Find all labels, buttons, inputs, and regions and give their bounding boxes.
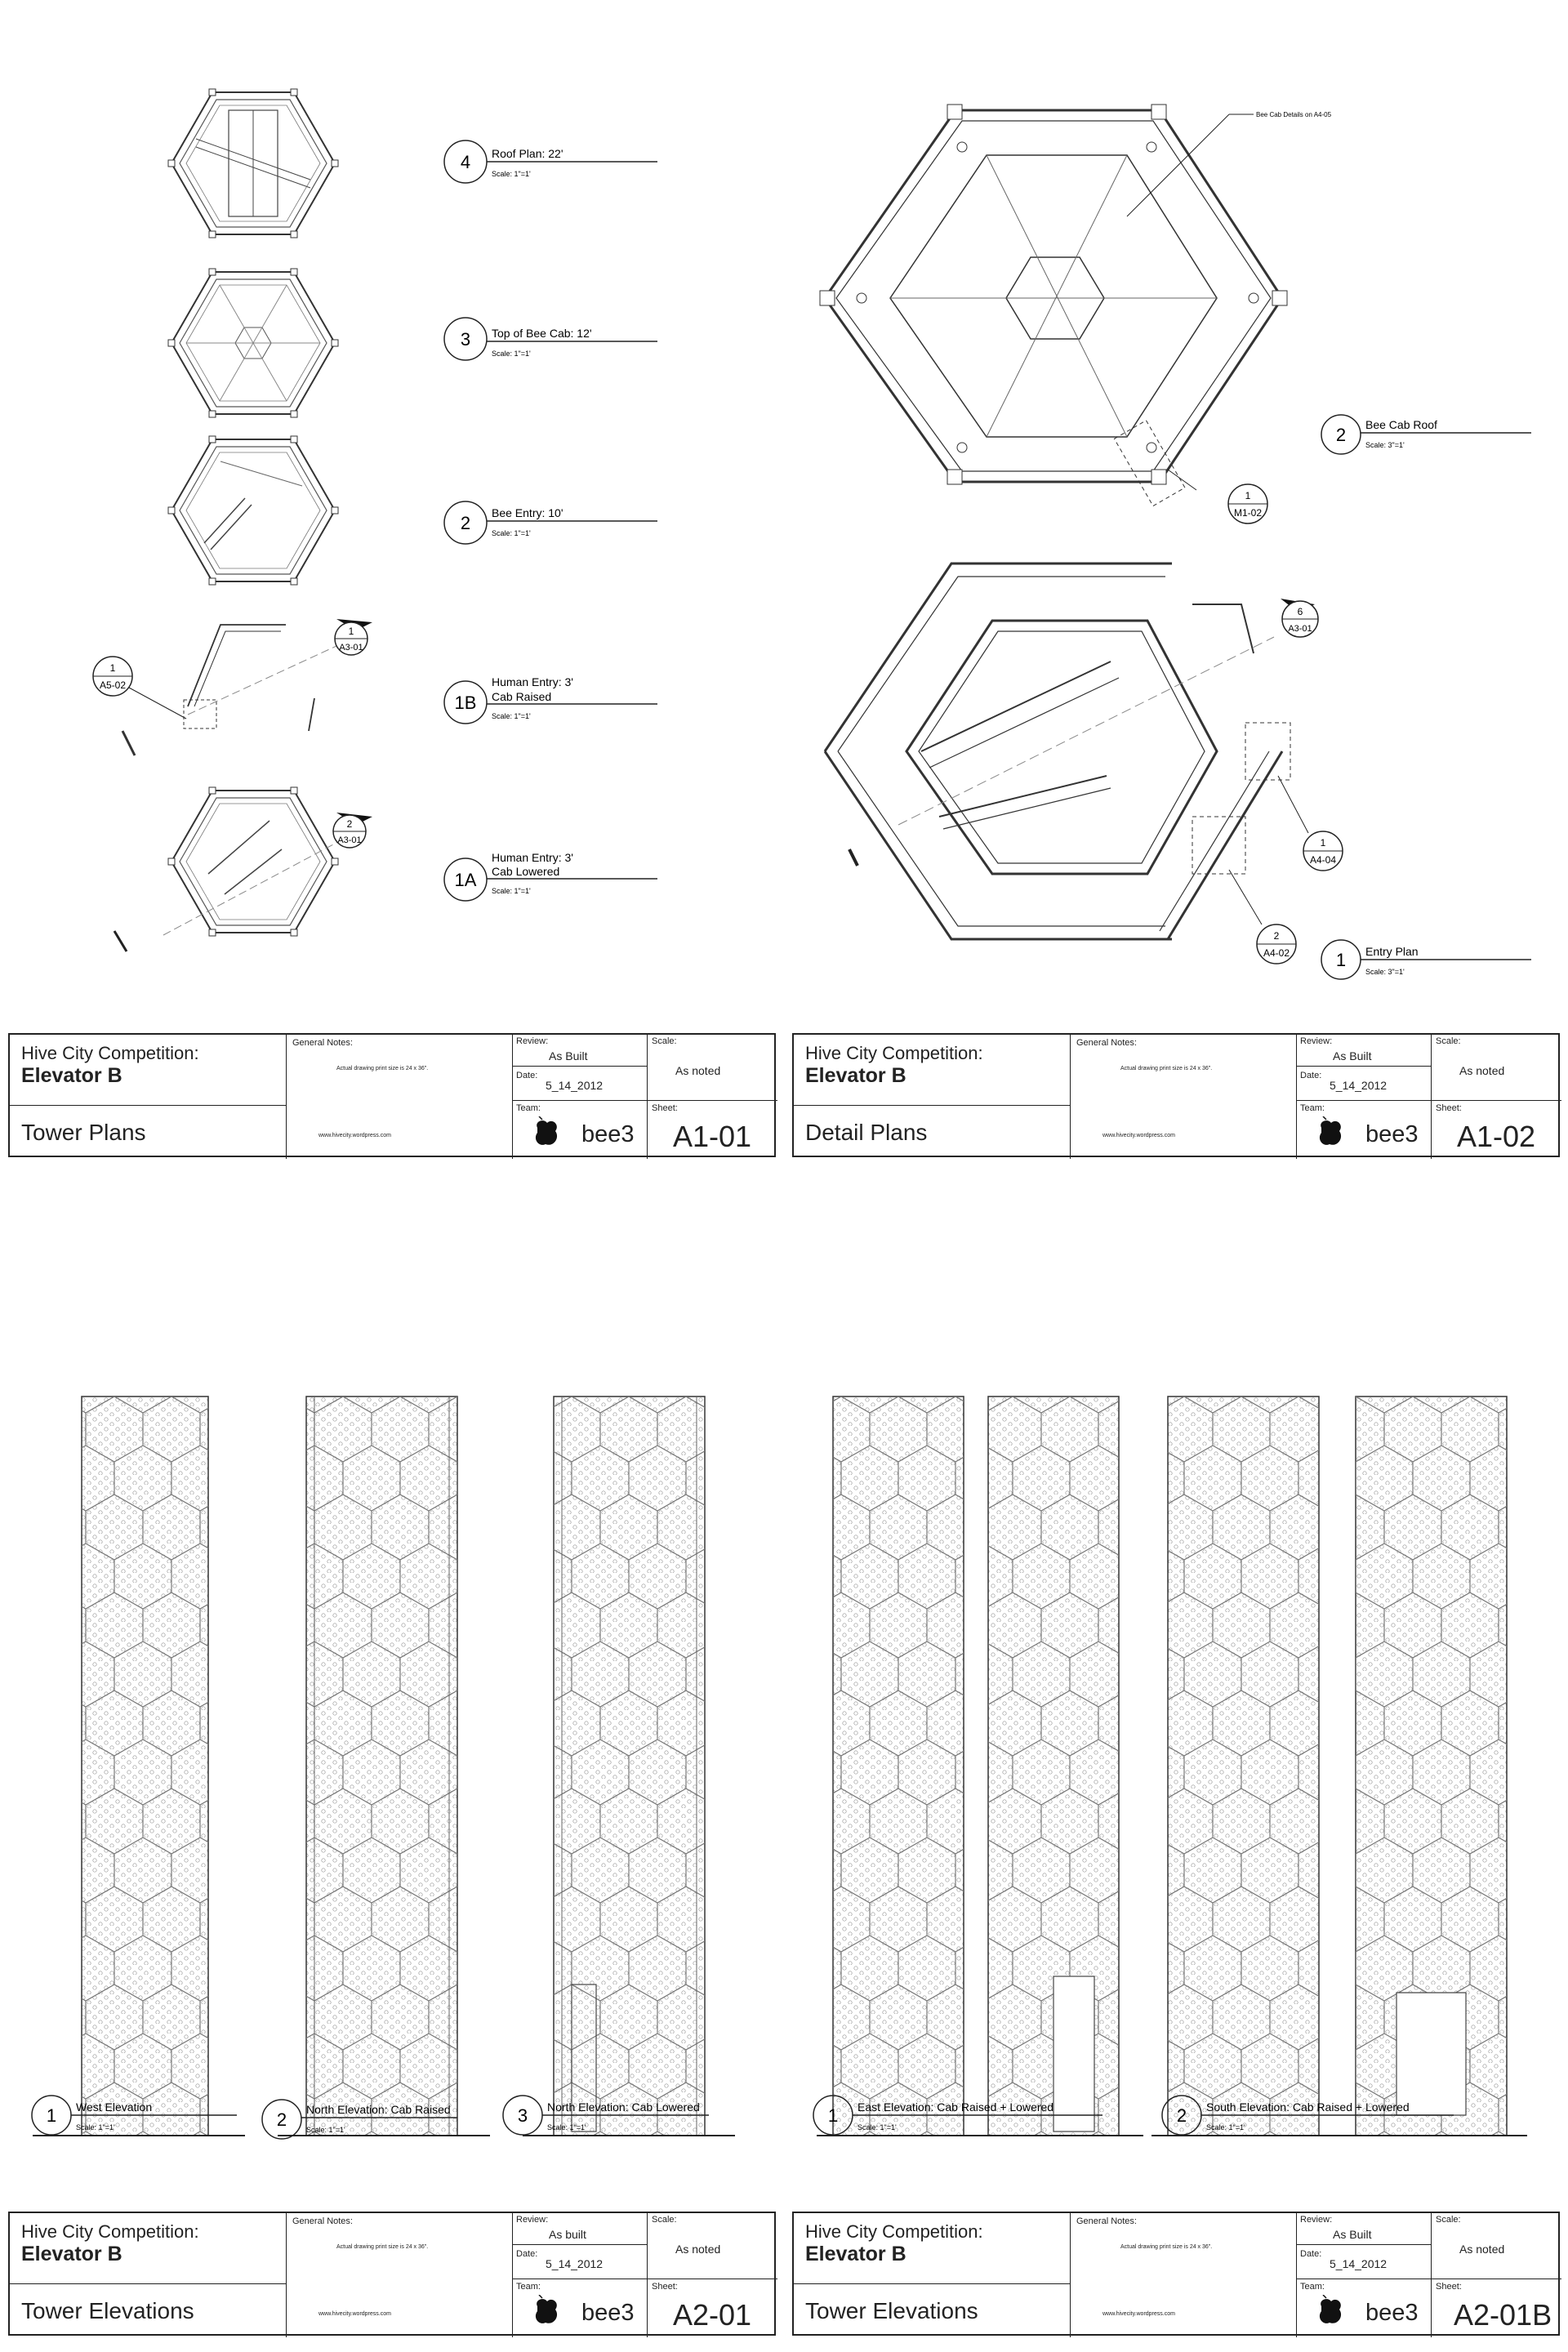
ref-sheet: A3-01 bbox=[1288, 624, 1312, 634]
team-name: bee3 bbox=[581, 2300, 635, 2326]
view-scale: Scale: 1"=1' bbox=[492, 529, 531, 537]
view-number: 1A bbox=[454, 870, 477, 890]
team-name: bee3 bbox=[581, 1121, 635, 1147]
team-label: Team: bbox=[1300, 2282, 1325, 2292]
project-name: Elevator B bbox=[805, 1064, 906, 1087]
view-caption-bee-cab-roof bbox=[1321, 415, 1531, 454]
view-number: 1 bbox=[46, 2105, 57, 2126]
view-scale: Scale: 1"=1' bbox=[1206, 2123, 1245, 2132]
north-elevation-cab-raised-tower bbox=[278, 1396, 490, 2136]
ref-number: 1 bbox=[1245, 490, 1251, 501]
view-caption-4 bbox=[444, 140, 657, 183]
team-name: bee3 bbox=[1365, 1121, 1419, 1147]
view-number: 3 bbox=[517, 2105, 528, 2126]
notes-label: General Notes: bbox=[292, 1038, 353, 1048]
roof-plan-hex bbox=[168, 89, 338, 238]
view-scale: Scale: 1"=1' bbox=[547, 2123, 586, 2132]
date-label: Date: bbox=[1300, 2249, 1322, 2259]
sheet-label: Sheet: bbox=[652, 2282, 678, 2292]
view-scale: Scale: 1"=1' bbox=[306, 2126, 345, 2134]
bee-logo-icon bbox=[532, 1116, 560, 1149]
view-scale: Scale: 1"=1' bbox=[858, 2123, 897, 2132]
review-value: As Built bbox=[1333, 1049, 1372, 1062]
team-name: bee3 bbox=[1365, 2300, 1419, 2326]
section-ref-a4-04 bbox=[1278, 776, 1343, 871]
tower-elevations-drawing bbox=[0, 1348, 784, 2164]
notes-text: Actual drawing print size is 24 x 36". bbox=[1120, 2244, 1213, 2250]
sheet-title: Tower Elevations bbox=[805, 2298, 978, 2323]
project-label: Hive City Competition: bbox=[805, 1043, 983, 1063]
ref-sheet: A3-01 bbox=[337, 835, 362, 845]
notes-text: Actual drawing print size is 24 x 36". bbox=[1120, 1066, 1213, 1071]
sheet-label: Sheet: bbox=[1436, 1103, 1462, 1113]
review-label: Review: bbox=[516, 1036, 549, 1046]
team-label: Team: bbox=[516, 2282, 541, 2292]
north-elevation-cab-lowered-tower bbox=[523, 1396, 735, 2136]
sheet-number: A1-01 bbox=[673, 1120, 752, 1153]
human-entry-cab-raised-plan bbox=[122, 625, 347, 755]
title-block-a2-01b bbox=[792, 2212, 1560, 2336]
sheet-a2-01b-drawings bbox=[784, 1348, 1568, 2164]
section-ref-a4-02 bbox=[1229, 870, 1296, 964]
sheet-title: Detail Plans bbox=[805, 1120, 928, 1145]
east-elevation-cab-raised-tower bbox=[833, 1396, 964, 2136]
ref-sheet: A5-02 bbox=[99, 679, 127, 691]
view-number: 1 bbox=[827, 2105, 839, 2126]
bee-cab-roof-hex bbox=[820, 105, 1287, 506]
human-entry-cab-lowered-plan bbox=[114, 787, 347, 951]
title-block-a2-01 bbox=[8, 2212, 776, 2336]
ref-number: 6 bbox=[1297, 606, 1303, 617]
view-title: North Elevation: Cab Lowered bbox=[547, 2100, 700, 2114]
section-ref-a3-01 bbox=[1281, 599, 1318, 637]
notes-label: General Notes: bbox=[1076, 2216, 1137, 2226]
title-block-a1-02 bbox=[792, 1033, 1560, 1157]
view-title: Roof Plan: 22' bbox=[492, 147, 564, 160]
scale-label: Scale: bbox=[652, 2215, 677, 2225]
review-label: Review: bbox=[1300, 1036, 1333, 1046]
view-number: 2 bbox=[1176, 2105, 1187, 2126]
view-number: 2 bbox=[276, 2109, 287, 2130]
view-caption-south-elevation bbox=[1162, 2096, 1454, 2135]
scale-value: As noted bbox=[1459, 2243, 1505, 2256]
view-caption-2 bbox=[262, 2100, 457, 2139]
sheet-a1-01-drawings bbox=[0, 0, 784, 1029]
review-label: Review: bbox=[1300, 2215, 1333, 2225]
view-scale: Scale: 1"=1' bbox=[492, 350, 531, 358]
sheet-number: A2-01 bbox=[673, 2298, 752, 2332]
view-scale: Scale: 1"=1' bbox=[492, 170, 531, 178]
sheet-a1-02-drawings bbox=[784, 0, 1568, 1029]
scale-label: Scale: bbox=[1436, 1036, 1461, 1046]
view-title: Entry Plan bbox=[1365, 945, 1419, 958]
sheet-number: A2-01B bbox=[1454, 2298, 1552, 2332]
website-text: www.hivecity.wordpress.com bbox=[318, 2311, 391, 2317]
date-value: 5_14_2012 bbox=[1330, 1079, 1388, 1092]
sheet-title: Tower Elevations bbox=[21, 2298, 194, 2323]
scale-label: Scale: bbox=[652, 1036, 677, 1046]
website-text: www.hivecity.wordpress.com bbox=[1102, 2311, 1175, 2317]
view-scale: Scale: 1"=1' bbox=[492, 887, 531, 895]
view-number: 3 bbox=[460, 329, 471, 350]
ref-number: 2 bbox=[346, 818, 353, 830]
scale-value: As noted bbox=[675, 1064, 721, 1077]
view-number: 1 bbox=[1335, 950, 1347, 970]
date-label: Date: bbox=[1300, 1071, 1322, 1080]
title-block-a1-01 bbox=[8, 1033, 776, 1157]
sheet-label: Sheet: bbox=[1436, 2282, 1462, 2292]
sheet-a2-01b-captions bbox=[784, 2091, 1568, 2148]
ref-sheet: A4-04 bbox=[1309, 854, 1337, 866]
review-label: Review: bbox=[516, 2215, 549, 2225]
view-caption-east-elevation bbox=[813, 2096, 1102, 2135]
date-label: Date: bbox=[516, 1071, 538, 1080]
top-of-bee-cab-hex bbox=[168, 269, 338, 417]
view-caption-1a bbox=[444, 851, 657, 901]
view-title-line2: Cab Raised bbox=[492, 690, 552, 703]
notes-text: Actual drawing print size is 24 x 36". bbox=[336, 2244, 429, 2250]
view-number: 2 bbox=[460, 513, 471, 533]
view-title: Human Entry: 3' bbox=[492, 851, 573, 864]
ref-sheet: A4-02 bbox=[1263, 947, 1290, 959]
bee-logo-icon bbox=[1316, 1116, 1344, 1149]
bee-logo-icon bbox=[1316, 2295, 1344, 2328]
ref-number: 1 bbox=[348, 626, 354, 637]
section-ref-a3-01-top bbox=[335, 619, 372, 655]
sheet-number: A1-02 bbox=[1457, 1120, 1536, 1153]
view-title: East Elevation: Cab Raised + Lowered bbox=[858, 2100, 1054, 2114]
ref-number: 2 bbox=[1273, 930, 1280, 942]
bee-entry-hex bbox=[168, 436, 338, 585]
section-ref-a3-01-bottom bbox=[333, 813, 372, 848]
ref-number: 1 bbox=[109, 662, 116, 674]
section-ref-m1-02 bbox=[1168, 470, 1267, 523]
view-title: South Elevation: Cab Raised + Lowered bbox=[1206, 2100, 1410, 2114]
view-title: Top of Bee Cab: 12' bbox=[492, 327, 592, 340]
date-value: 5_14_2012 bbox=[1330, 2257, 1388, 2270]
scale-value: As noted bbox=[675, 2243, 721, 2256]
website-text: www.hivecity.wordpress.com bbox=[318, 1133, 391, 1138]
project-name: Elevator B bbox=[805, 2243, 906, 2265]
view-scale: Scale: 1"=1' bbox=[492, 712, 531, 720]
view-number: 2 bbox=[1335, 425, 1347, 445]
notes-label: General Notes: bbox=[1076, 1038, 1137, 1048]
view-title: Bee Entry: 10' bbox=[492, 506, 564, 519]
scale-label: Scale: bbox=[1436, 2215, 1461, 2225]
view-scale: Scale: 3"=1' bbox=[1365, 441, 1405, 449]
team-label: Team: bbox=[1300, 1103, 1325, 1113]
project-name: Elevator B bbox=[21, 1064, 122, 1087]
view-title: Bee Cab Roof bbox=[1365, 418, 1437, 431]
project-label: Hive City Competition: bbox=[21, 2221, 199, 2242]
notes-text: Actual drawing print size is 24 x 36". bbox=[336, 1066, 429, 1071]
detail-note: Bee Cab Details on A4-05 bbox=[1256, 111, 1332, 118]
detail-plans-drawing bbox=[784, 0, 1568, 1029]
sheet-a2-01-captions bbox=[0, 2091, 784, 2148]
entry-plan bbox=[825, 564, 1290, 939]
review-value: As Built bbox=[549, 1049, 588, 1062]
ref-number: 1 bbox=[1320, 837, 1326, 849]
sheet-a2-01-drawings bbox=[0, 1348, 784, 2164]
south-elevation-cab-raised-tower bbox=[1168, 1396, 1319, 2136]
view-caption-3 bbox=[503, 2096, 709, 2135]
review-value: As built bbox=[549, 2228, 586, 2241]
view-number: 1B bbox=[454, 693, 477, 713]
website-text: www.hivecity.wordpress.com bbox=[1102, 1133, 1175, 1138]
view-caption-1 bbox=[32, 2096, 237, 2135]
review-value: As Built bbox=[1333, 2228, 1372, 2241]
bee-logo-icon bbox=[532, 2295, 560, 2328]
date-value: 5_14_2012 bbox=[546, 2257, 604, 2270]
view-caption-1b bbox=[444, 675, 657, 724]
view-title-line2: Cab Lowered bbox=[492, 865, 560, 878]
ref-sheet: A3-01 bbox=[339, 643, 363, 653]
date-value: 5_14_2012 bbox=[546, 1079, 604, 1092]
view-title: North Elevation: Cab Raised bbox=[306, 2103, 451, 2116]
tower-elevations-b-drawing bbox=[784, 1348, 1568, 2164]
view-scale: Scale: 1"=1' bbox=[76, 2123, 115, 2132]
team-label: Team: bbox=[516, 1103, 541, 1113]
west-elevation-tower bbox=[33, 1396, 245, 2136]
sheet-label: Sheet: bbox=[652, 1103, 678, 1113]
view-caption-2 bbox=[444, 501, 657, 544]
view-scale: Scale: 3"=1' bbox=[1365, 968, 1405, 976]
tower-plans-drawing bbox=[0, 0, 784, 1029]
view-caption-entry-plan bbox=[1321, 940, 1531, 979]
section-ref-a5-02 bbox=[93, 657, 186, 719]
notes-label: General Notes: bbox=[292, 2216, 353, 2226]
view-caption-3 bbox=[444, 318, 657, 360]
view-number: 4 bbox=[460, 152, 471, 172]
project-label: Hive City Competition: bbox=[21, 1043, 199, 1063]
project-name: Elevator B bbox=[21, 2243, 122, 2265]
view-title: Human Entry: 3' bbox=[492, 675, 573, 688]
view-title: West Elevation bbox=[76, 2100, 153, 2114]
sheet-title: Tower Plans bbox=[21, 1120, 146, 1145]
scale-value: As noted bbox=[1459, 1064, 1505, 1077]
ref-sheet: M1-02 bbox=[1233, 507, 1263, 519]
date-label: Date: bbox=[516, 2249, 538, 2259]
project-label: Hive City Competition: bbox=[805, 2221, 983, 2242]
